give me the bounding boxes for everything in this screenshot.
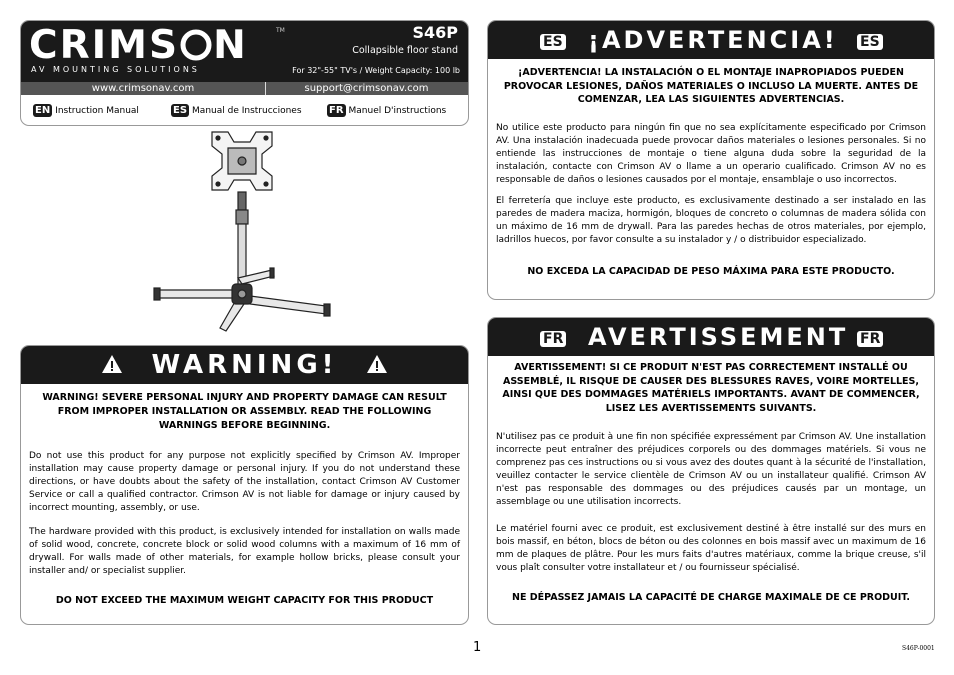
warning-paragraph-1: No utilice este producto para ningún fin que no sea explícitamente especificado por Crimson AV. Una instalación inadecuada puede provocar daños materiales o lesiones personales. Si no entiende las instrucciones de montaje o tiene alguna duda sobre la seguridad de la instalación, contacte con Crimson AV o llame a un operario cualificado. Crimson AV no es responsable de daños o lesiones causados por el montaje, ensamblaje o uso incorrectos.: [496, 123, 926, 185]
logo-o-icon: [179, 29, 213, 61]
warning-intro: WARNING! SEVERE PERSONAL INJURY AND PROPERTY DAMAGE CAN RESULT FROM IMPROPER INSTALLATION OR ASSEMBLY. READ THE FOLLOWING WARNINGS BEFORE BEGINNING.: [42, 392, 447, 431]
lang-badge: ES: [857, 34, 883, 50]
trademark: TM: [276, 27, 285, 34]
warning-section-es: [487, 20, 935, 300]
floor-stand-illustration: [150, 128, 340, 333]
warning-triangle-icon: [366, 354, 388, 374]
warning-triangle-icon: [101, 354, 123, 374]
brand-tagline: AV MOUNTING SOLUTIONS: [31, 65, 200, 74]
warning-intro: AVERTISSEMENT! SI CE PRODUIT N'EST PAS CORRECTEMENT INSTALLÉ OU ASSEMBLÉ, IL RISQUE DE CAUSER DES BLESSURES RAVES, VOIRE MORTELLES, AINSI QUE DES DOMMAGES MATÉRIELS IMPORTANTS. AVANT DE COMMENCER, LISEZ LES AVERTISSEMENTS SUIVANTS.: [502, 362, 920, 414]
warning-title-text: WARNING!: [151, 350, 338, 380]
warning-footer: NO EXCEDA LA CAPACIDAD DE PESO MÁXIMA PARA ESTE PRODUCTO.: [527, 266, 895, 277]
page-number: 1: [473, 640, 482, 655]
website-link[interactable]: www.crimsonav.com: [91, 83, 195, 94]
lang-badge: EN: [35, 105, 51, 116]
warning-paragraph-2: Le matériel fourni avec ce produit, est exclusivement destiné à être installé sur des murs en bois massif, en béton, blocs de béton ou des colonnes en bois massif avec un maximum de 16 mm de plaques de plâtre. Pour les murs faits d'autres matériaux, comme la brique creuse, s'il vous plaît consulter votre installateur et / ou fournisseur spécialisé.: [496, 524, 926, 573]
support-email-link[interactable]: support@crimsonav.com: [304, 83, 429, 94]
lang-badge-fr-right: [857, 328, 883, 348]
lang-badge-es-left: [540, 31, 566, 51]
lang-badge: FR: [329, 105, 344, 116]
lang-badge-fr-left: [540, 328, 566, 348]
brand-logo: CRIMS N: [29, 23, 248, 68]
warning-section-fr: [487, 317, 935, 625]
lang-badge: ES: [540, 34, 566, 50]
lang-badge: ES: [173, 105, 188, 116]
model-number: S46P: [412, 23, 458, 42]
warning-footer: NE DÉPASSEZ JAMAIS LA CAPACITÉ DE CHARGE MAXIMALE DE CE PRODUIT.: [512, 592, 910, 603]
lang-label: Instruction Manual: [55, 105, 139, 116]
lang-label: Manuel D'instructions: [348, 105, 447, 116]
warning-paragraph-2: The hardware provided with this product, is exclusively intended for installation on walls made of solid wood, concrete, concrete block or solid wood columns with a maximum of 16 mm of drywall. For walls made of other materials, for example hollow bricks, please consult your installer and/ or specialist supplier.: [29, 527, 460, 576]
warning-paragraph-1: Do not use this product for any purpose not explicitly specified by Crimson AV. Improper installation may cause property damage or personal injury. If you do not understand these directions, or have doubts about the safety of the installation, contact Crimson AV Customer Service or call a qualified contractor. Crimson AV is not liable for damage or injury caused by incorrect mounting, assembly, or use.: [29, 451, 460, 513]
lang-label: Manual de Instrucciones: [192, 105, 302, 116]
warning-paragraph-1: N'utilisez pas ce produit à une fin non spécifiée expressément par Crimson AV. Une installation incorrecte peut entraîner des préjudices corporels ou des dommages matériels. Si vous ne comprenez pas ces instructions ou si vous avez des doutes quant à la sécurité de l'installation, veuillez contacter le service clientèle de Crimson AV ou un installateur qualifié. Crimson AV n'est pas responsable des dommages ou des préjudices causés par un montage, un assemblage ou une utilisation incorrects.: [496, 432, 926, 507]
document-code: S46P-0001: [902, 645, 935, 652]
product-header: [20, 20, 469, 126]
lang-badge: FR: [540, 331, 566, 347]
lang-es: [171, 100, 302, 115]
product-spec: For 32"-55" TV's / Weight Capacity: 100 lb: [292, 66, 460, 75]
warning-paragraph-2: El ferretería que incluye este producto, es exclusivamente destinado a ser instalado en las paredes de madera maciza, hormigón, bloques de concreto o columnas de madera sólida con un máximo de 16 mm de drywall. Para las paredes hechas de otros materiales, por ejemplo, ladrillos huecos, por favor consulte a su instalador y / o distribuidor especializado.: [496, 196, 926, 245]
warning-title: [21, 348, 468, 382]
warning-section-en: [20, 345, 469, 625]
lang-badge-es-right: [857, 31, 883, 51]
lang-badge: FR: [857, 331, 883, 347]
warning-intro: ¡ADVERTENCIA! LA INSTALACIÓN O EL MONTAJE INAPROPIADOS PUEDEN PROVOCAR LESIONES, DAÑOS MATERIALES O INCLUSO LA MUERTE. ANTES DE COMENZAR, LEA LAS SIGUIENTES ADVERTENCIAS.: [503, 67, 919, 105]
warning-title: ¡ADVERTENCIA!: [588, 26, 838, 54]
warning-title: AVERTISSEMENT: [588, 323, 849, 351]
lang-en: [33, 100, 139, 115]
lang-fr: [327, 100, 446, 115]
product-subtitle: Collapsible floor stand: [352, 45, 458, 56]
warning-footer: DO NOT EXCEED THE MAXIMUM WEIGHT CAPACITY FOR THIS PRODUCT: [55, 595, 434, 606]
